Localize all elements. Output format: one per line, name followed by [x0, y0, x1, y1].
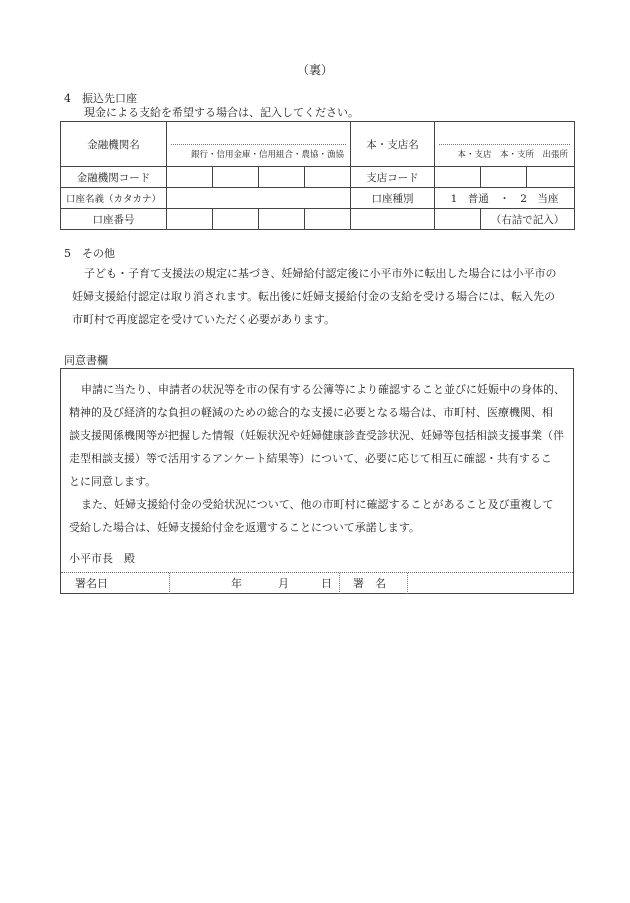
- account-number-note: （右詰で記入）: [481, 209, 575, 230]
- consent-text-line: 受給した場合は、妊婦支援給付金を返還することについて承諾します。: [69, 521, 420, 534]
- sign-date-year: 年: [231, 577, 242, 590]
- bank-code-box-1[interactable]: [167, 167, 213, 188]
- branch-code-label: 支店コード: [351, 167, 435, 188]
- section5-text-line: 市町村で再度認定を受けていただく必要があります。: [72, 313, 336, 326]
- signature-field[interactable]: [409, 573, 571, 594]
- account-type-label: 口座種別: [351, 188, 435, 209]
- account-number-box-4[interactable]: [305, 209, 351, 230]
- consent-text-line: とに同意します。: [69, 475, 157, 488]
- sign-date-month: 月: [278, 577, 289, 590]
- branch-code-box-3[interactable]: [527, 167, 575, 188]
- branch-code-box-1[interactable]: [435, 167, 481, 188]
- section4-heading: 4 振込先口座: [64, 92, 137, 105]
- account-number-box-6[interactable]: [435, 209, 481, 230]
- section5-text-line: 妊婦支援給付認定は取り消されます。転出後に妊婦支援給付金の支給を受ける場合には、転入先の: [72, 290, 556, 303]
- branch-type-options: 本・支店 本・支所 出張所: [457, 150, 569, 160]
- account-number-box-1[interactable]: [167, 209, 213, 230]
- bank-code-box-4[interactable]: [305, 167, 351, 188]
- consent-text-line: 精神的及び経済的な負担の軽減のための総合的な支援に必要となる場合は、市町村、医療機関、相: [69, 406, 553, 419]
- bank-account-table: [60, 121, 575, 230]
- signature-label: 署 名: [353, 577, 386, 590]
- account-number-box-2[interactable]: [213, 209, 259, 230]
- consent-addressee: 小平市長 殿: [69, 552, 135, 565]
- branch-name-field[interactable]: [435, 122, 575, 167]
- branch-code-box-2[interactable]: [481, 167, 527, 188]
- signature-row: [61, 572, 573, 594]
- page-title: （裏）: [296, 63, 333, 77]
- consent-heading: 同意書欄: [64, 354, 108, 367]
- account-holder-label: 口座名義（カタカナ）: [61, 188, 167, 209]
- sign-date-label: 署名日: [75, 577, 108, 590]
- bank-code-box-3[interactable]: [259, 167, 305, 188]
- bank-name-label: 金融機関名: [61, 122, 167, 167]
- account-type-options[interactable]: 1 普通 ・ 2 当座: [435, 188, 575, 209]
- section4-instruction: 現金による支給を希望する場合は、記入してください。: [84, 106, 359, 119]
- bank-code-box-2[interactable]: [213, 167, 259, 188]
- sign-date-day: 日: [321, 577, 332, 590]
- account-holder-field[interactable]: [167, 188, 351, 209]
- consent-text-line: 申請に当たり、申請者の状況等を市の保有する公簿等により確認すること並びに妊娠中の身体的、: [81, 383, 565, 396]
- account-number-box-3[interactable]: [259, 209, 305, 230]
- consent-box: [60, 368, 574, 594]
- account-number-label: 口座番号: [61, 209, 167, 230]
- branch-name-label: 本・支店名: [351, 122, 435, 167]
- sign-date-field[interactable]: [171, 573, 337, 594]
- consent-text-line: 談支援関係機関等が把握した情報（妊娠状況や妊婦健康診査受診状況、妊婦等包括相談支援事業（伴: [69, 429, 564, 442]
- bank-type-options: 銀行・信用金庫・信用組合・農協・漁協: [190, 150, 344, 160]
- account-number-box-5[interactable]: [351, 209, 435, 230]
- consent-text-line: また、妊婦支援給付金の受給状況について、他の市町村に確認することがあること及び重複して: [81, 498, 554, 511]
- section5-text-line: 子ども・子育て支援法の規定に基づき、妊婦給付認定後に小平市外に転出した場合には小平市の: [84, 267, 557, 280]
- bank-code-label: 金融機関コード: [61, 167, 167, 188]
- bank-name-field[interactable]: [167, 122, 351, 167]
- consent-text-line: 走型相談支援）等で活用するアンケート結果等）について、必要に応じて相互に確認・共有するこ: [69, 452, 552, 465]
- section5-heading: 5 その他: [64, 247, 115, 260]
